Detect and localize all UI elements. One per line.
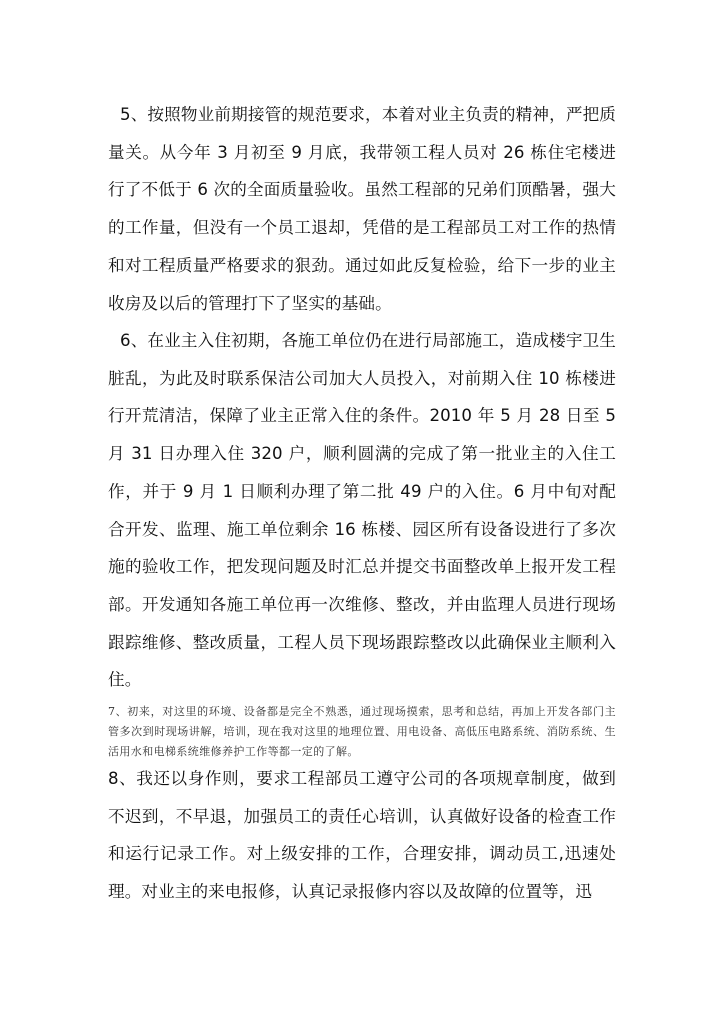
paragraph-6: 6、在业主入住初期，各施工单位仍在进行局部施工，造成楼宇卫生脏乱，为此及时联系保洁公司加大人员投入，对前期入住 10 栋楼进行开荒清洁，保障了业主正常入住的条件。2010 年 5 月 28 日至 5 月 31 日办理入住 320 户，顺利圆满的完成了第一批业主的入住工作，并于 9 月 1 日顺利办理了第二批 49 户的入住。6 月中旬对配合开发、监理、施工单位剩余 16 栋楼、园区所有设备设进行了多次施的验收工作，把发现问题及时汇总并提交书面整改单上报开发工程部。开发通知各施工单位再一次维修、整改，并由监理人员进行现场跟踪维修、整改质量，工程人员下现场跟踪整改以此确保业主顺利入住。 bbox=[108, 331, 616, 690]
paragraph-5: 5、按照物业前期接管的规范要求，本着对业主负责的精神，严把质量关。从今年 3 月初至 9 月底，我带领工程人员对 26 栋住宅楼进行了不低于 6 次的全面质量验收。虽然工程部的兄弟们顶酷暑，强大的工作量，但没有一个员工退却，凭借的是工程部员工对工作的热情和对工程质量严格要求的狠劲。通过如此反复检验，给下一步的业主收房及以后的管理打下了坚实的基础。 bbox=[108, 105, 616, 313]
paragraph-7: 7、初来，对这里的环境、设备都是完全不熟悉，通过现场摸索，思考和总结，再加上开发各部门主管多次到时现场讲解，培训，现在我对这里的地理位置、用电设备、高低压电路系统、消防系统、生活用水和电梯系统维修养护工作等都一定的了解。 bbox=[108, 705, 616, 758]
paragraph-8: 8、我还以身作则，要求工程部员工遵守公司的各项规章制度，做到不迟到，不早退，加强员工的责任心培训，认真做好设备的检查工作和运行记录工作。对上级安排的工作，合理安排，调动员工,迅速处理。对业主的来电报修，认真记录报修内容以及故障的位置等，迅 bbox=[108, 769, 616, 902]
